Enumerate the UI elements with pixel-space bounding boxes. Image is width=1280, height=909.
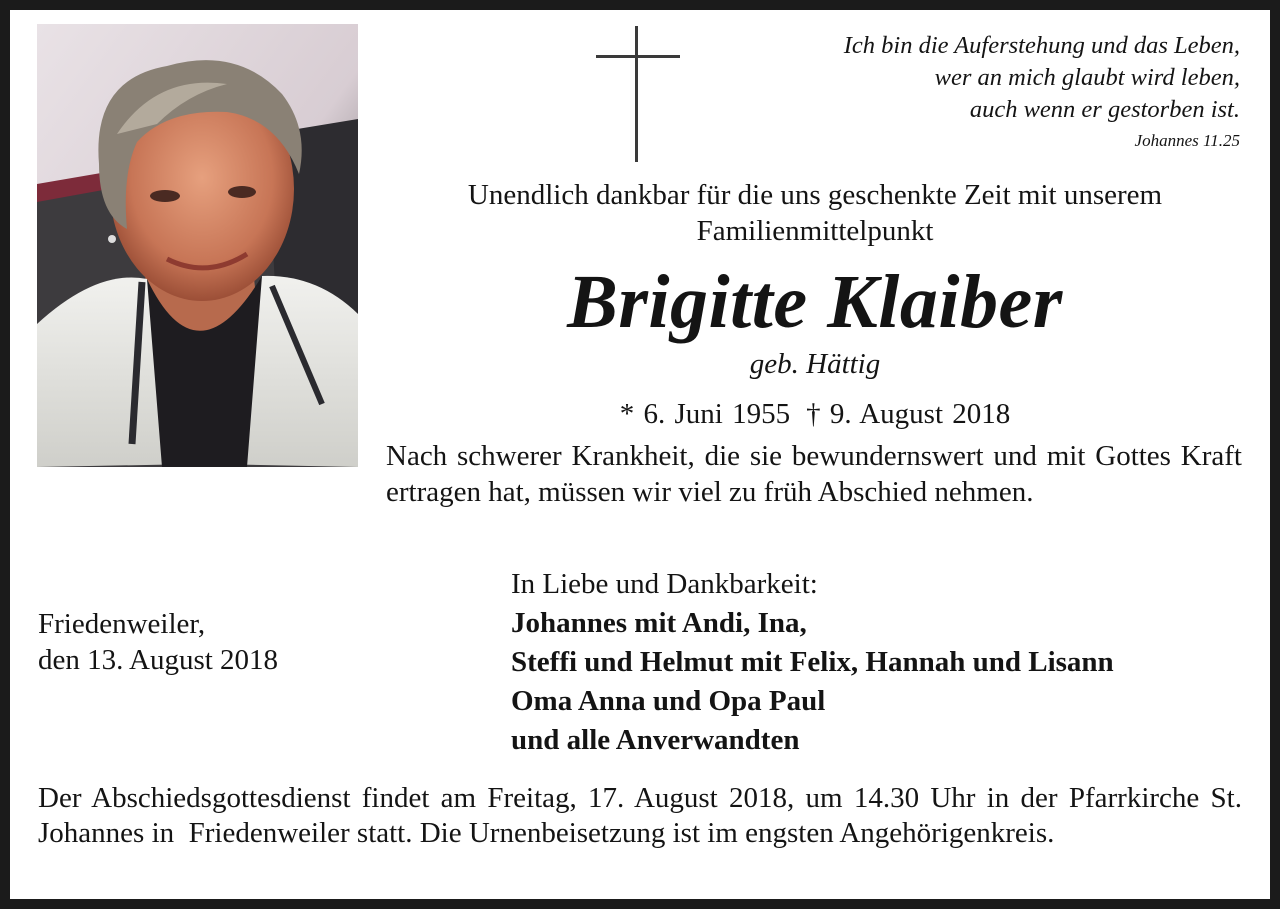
- mourners-heading: In Liebe und Dankbarkeit:: [511, 568, 818, 600]
- notice-date: den 13. August 2018: [38, 644, 279, 676]
- verse-reference: Johannes 11.25: [1134, 131, 1240, 150]
- verse-line: wer an mich glaubt wird leben,: [934, 64, 1240, 91]
- death-date: † 9. August 2018: [806, 398, 1011, 430]
- life-dates: [390, 396, 1240, 432]
- service-info: Der Abschiedsgottesdienst findet am Freitag, 17. August 2018, um 14.30 Uhr in der Pfarrkirche St. Johannes in Friedenweiler statt. Die Urnenbeisetzung ist im engsten Angehörigenkreis.: [38, 782, 1250, 849]
- mourner-line: Steffi und Helmut mit Felix, Hannah und Lisann: [511, 646, 1114, 678]
- intro-text: [390, 177, 1240, 249]
- cross-icon: [596, 26, 680, 162]
- statement-text: Nach schwerer Krankheit, die sie bewundernswert und mit Gottes Kraft ertragen hat, müssen wir viel zu früh Abschied nehmen.: [386, 440, 1242, 508]
- place: Friedenweiler,: [38, 608, 206, 640]
- obituary-notice: [10, 10, 1270, 899]
- intro-line: Familienmittelpunkt: [696, 215, 934, 247]
- birth-date: * 6. Juni 1955: [619, 398, 791, 430]
- deceased-name: Brigitte Klaiber: [567, 260, 1063, 344]
- bible-verse: [844, 30, 1240, 154]
- place-date: [38, 606, 278, 678]
- mourner-line: und alle Anverwandten: [511, 724, 800, 756]
- maiden-name: geb. Hättig: [749, 348, 881, 380]
- mourners-block: [511, 565, 1114, 760]
- mourners-list: [511, 604, 1114, 760]
- mourner-line: Oma Anna und Opa Paul: [511, 685, 826, 717]
- mourner-line: Johannes mit Andi, Ina,: [511, 607, 807, 639]
- verse-line: Ich bin die Auferstehung und das Leben,: [843, 32, 1240, 59]
- portrait-photo: [37, 24, 358, 467]
- verse-line: auch wenn er gestorben ist.: [969, 96, 1240, 123]
- intro-line: Unendlich dankbar für die uns geschenkte Zeit mit unserem: [467, 179, 1163, 211]
